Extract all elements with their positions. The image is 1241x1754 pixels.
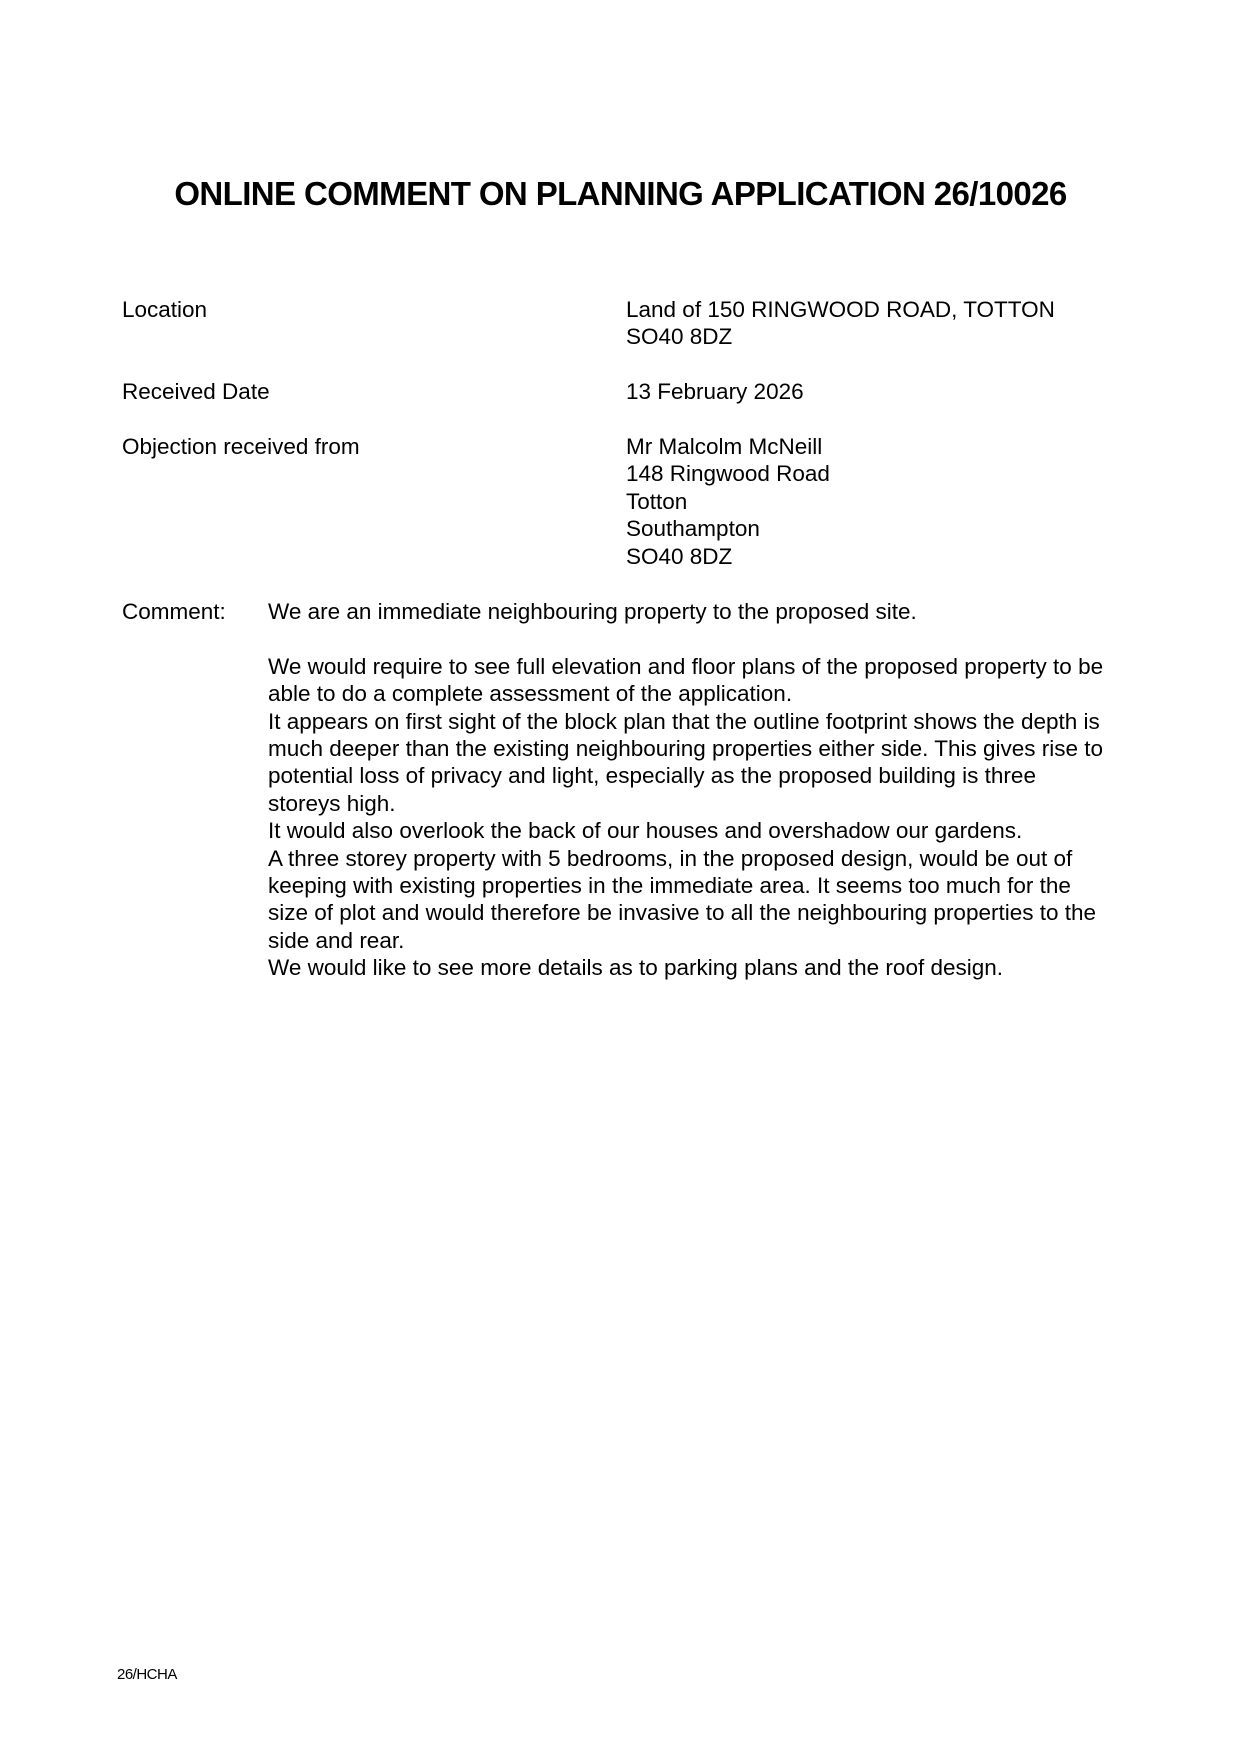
comment-line: storeys high.	[268, 790, 396, 816]
comment-line: potential loss of privacy and light, especially as the proposed building is three	[268, 763, 1036, 789]
paragraph-gap	[268, 625, 1128, 652]
comment-body	[268, 598, 1128, 982]
address-line: Totton	[626, 488, 688, 514]
received-date-value: 13 February 2026	[626, 379, 804, 404]
comment-line: A three storey property with 5 bedrooms, in the proposed design, would be out of	[268, 845, 1073, 871]
page-title: ONLINE COMMENT ON PLANNING APPLICATION 26/10026	[174, 175, 1067, 212]
received-date-label: Received Date	[122, 379, 270, 404]
comment-first-line: We are an immediate neighbouring property to the proposed site.	[268, 599, 917, 624]
comment-line: keeping with existing properties in the immediate area. It seems too much for the	[268, 873, 1071, 899]
footer-reference: 26/HCHA	[117, 1666, 177, 1683]
location-line: Land of 150 RINGWOOD ROAD, TOTTON	[626, 297, 1055, 322]
comment-line: We would require to see full elevation and floor plans of the proposed property to be	[268, 653, 1104, 679]
comment-line: It would also overlook the back of our houses and overshadow our gardens.	[268, 818, 1023, 844]
comment-line: much deeper than the existing neighbouring properties either side. This gives rise to	[268, 736, 1104, 762]
address-line: 148 Ringwood Road	[626, 461, 830, 487]
objection-label: Objection received from	[122, 434, 360, 459]
objection-address	[626, 433, 830, 570]
comment-line: able to do a complete assessment of the application.	[268, 681, 793, 707]
location-value	[626, 296, 1055, 351]
address-line: SO40 8DZ	[626, 543, 733, 569]
comment-line: We would like to see more details as to parking plans and the roof design.	[268, 955, 1004, 981]
comment-line: It appears on first sight of the block plan that the outline footprint shows the depth is	[268, 708, 1100, 734]
address-line: Southampton	[626, 516, 760, 542]
comment-label: Comment:	[122, 599, 226, 624]
comment-line: size of plot and would therefore be invasive to all the neighbouring properties to the	[268, 900, 1097, 926]
comment-line: side and rear.	[268, 927, 405, 953]
location-line: SO40 8DZ	[626, 324, 733, 350]
objector-name: Mr Malcolm McNeill	[626, 434, 823, 459]
location-label: Location	[122, 297, 208, 322]
